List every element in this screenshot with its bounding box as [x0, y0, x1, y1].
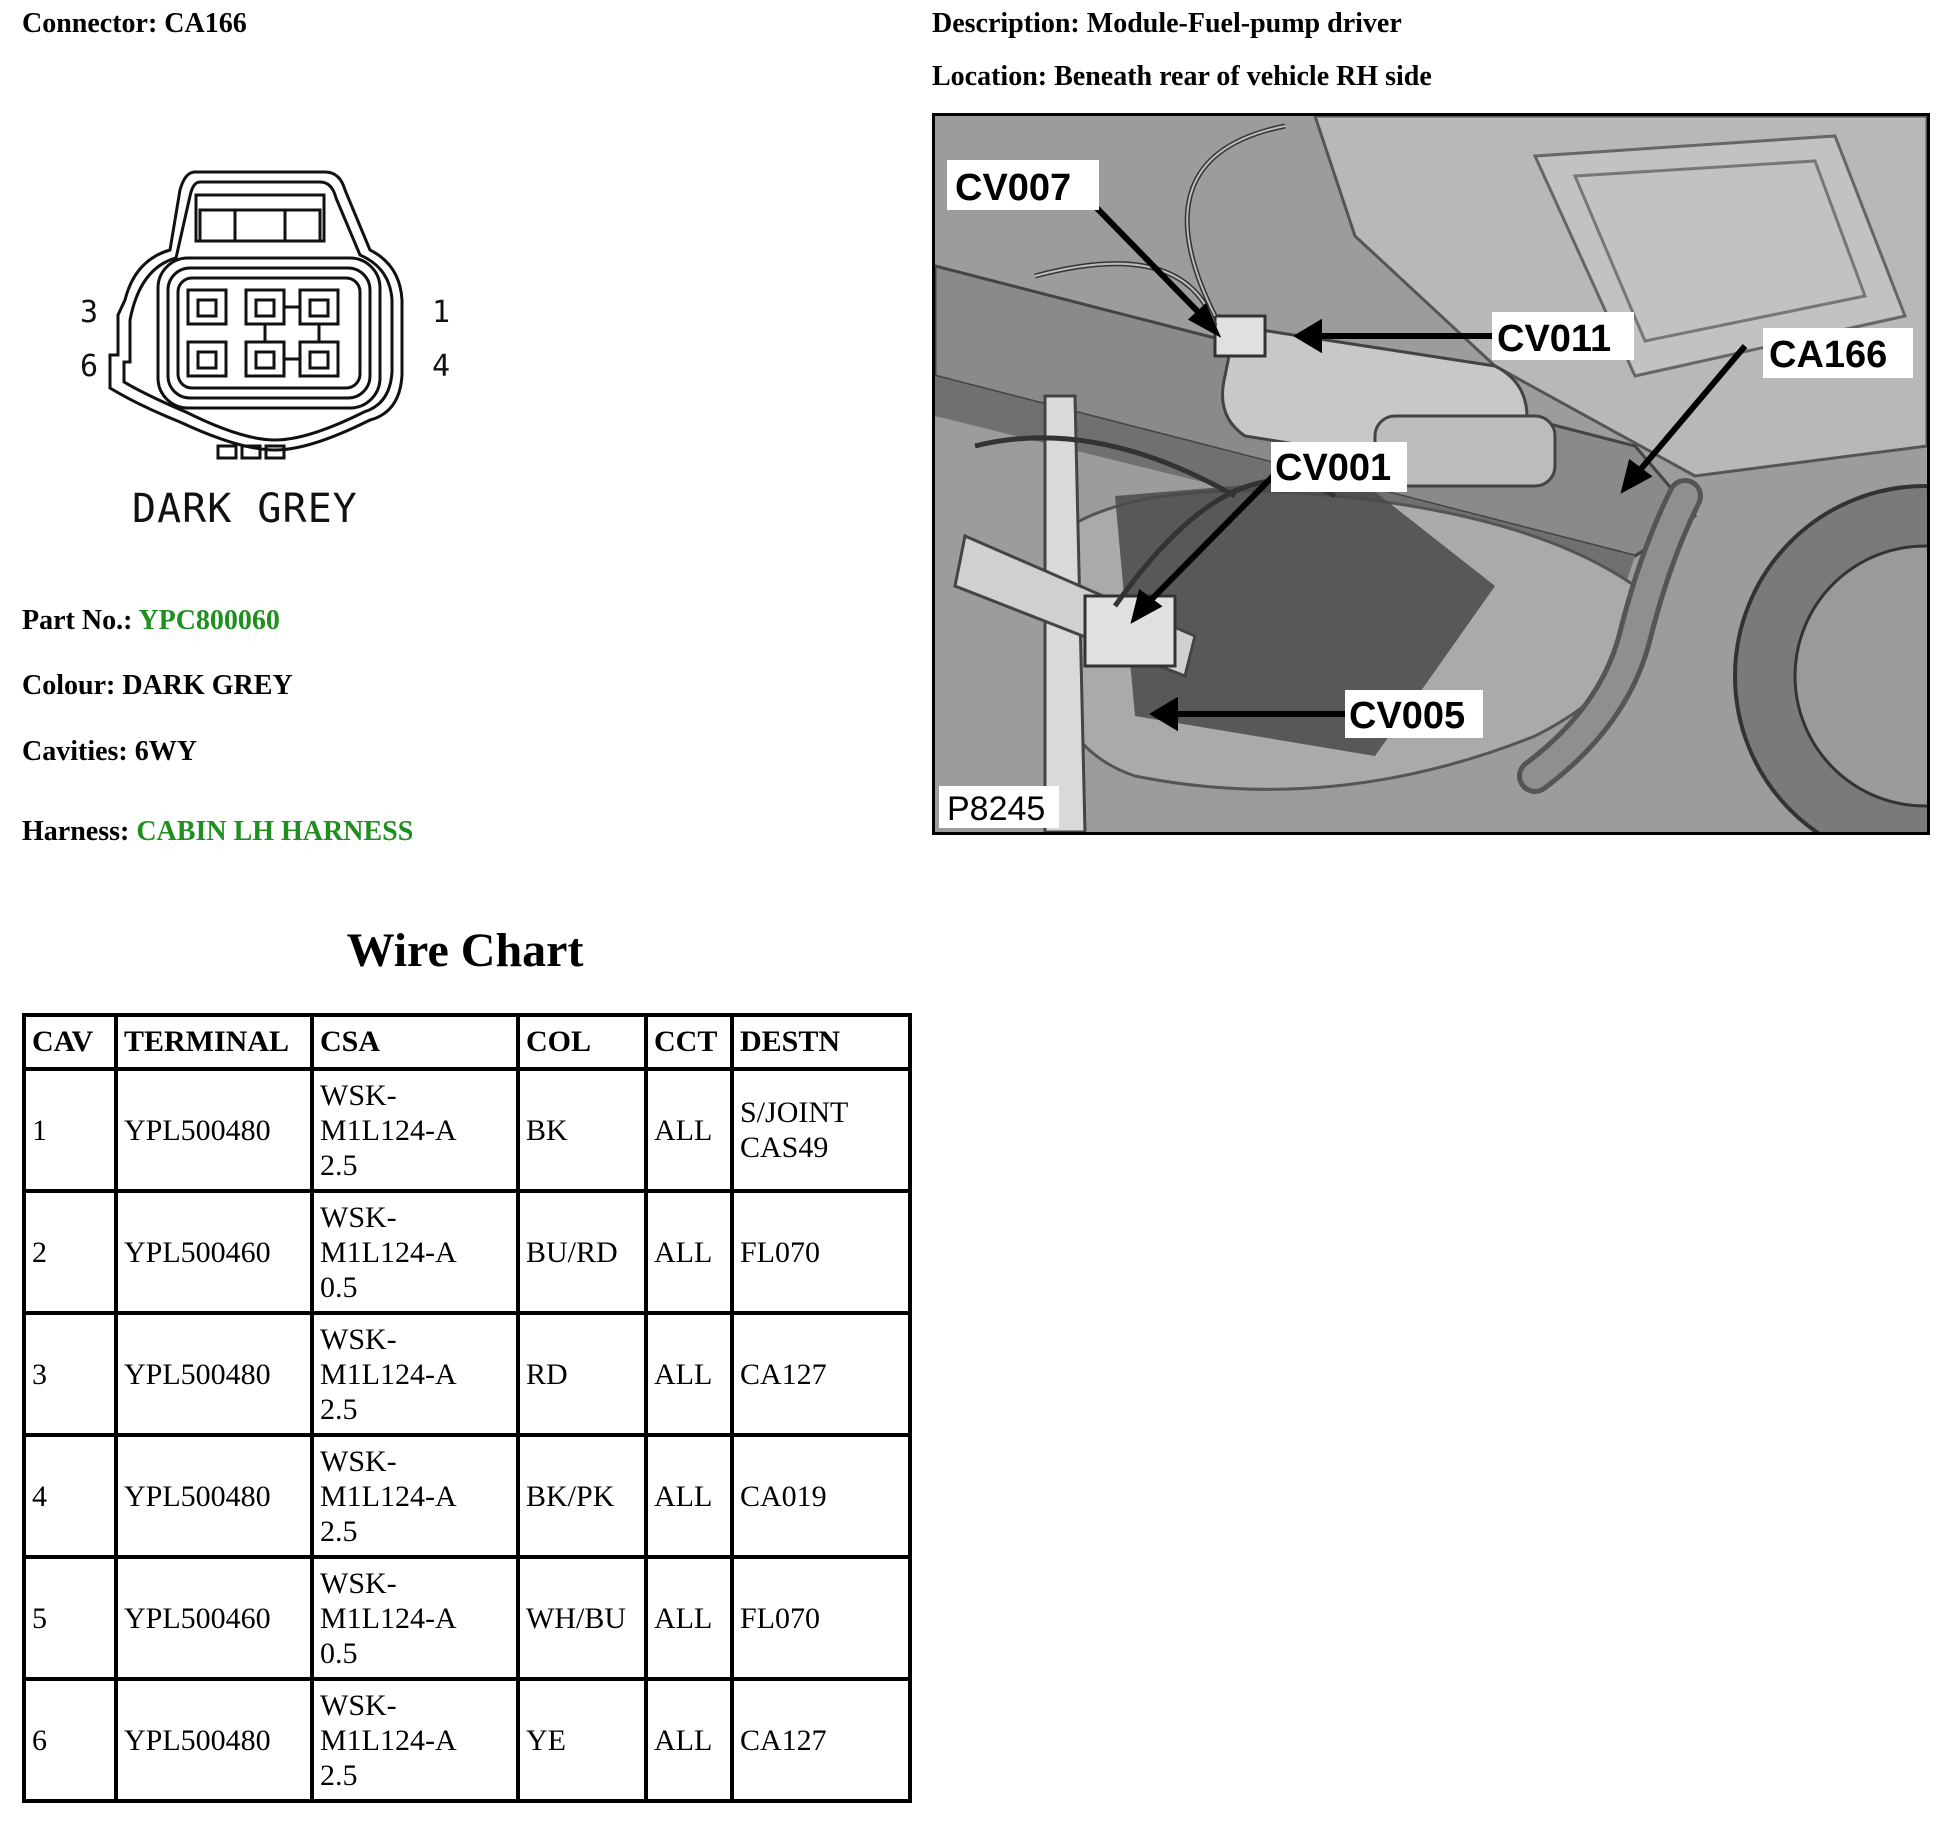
cell-csa-line: WSK-	[320, 1566, 397, 1600]
colour-label: Colour:	[22, 670, 116, 701]
cell-col: BK/PK	[518, 1435, 646, 1557]
cell-csa	[312, 1069, 518, 1191]
harness-label: Harness:	[22, 816, 130, 847]
table-row	[24, 1435, 910, 1557]
connector-color-label: DARK GREY	[132, 486, 358, 532]
harness-link[interactable]: CABIN LH HARNESS	[136, 816, 414, 847]
cell-terminal: YPL500460	[116, 1191, 312, 1313]
colour-line	[22, 670, 293, 702]
wire-chart-table	[22, 1013, 912, 1803]
cell-csa-line: M1L124-A	[320, 1479, 457, 1513]
cell-cav: 1	[24, 1069, 116, 1191]
cell-destn-line: CAS49	[740, 1131, 829, 1164]
callout-cv001: CV001	[1275, 447, 1392, 489]
cell-destn	[732, 1069, 910, 1191]
harness-line	[22, 816, 413, 848]
cell-destn-line: FL070	[740, 1235, 821, 1269]
cell-col: RD	[518, 1313, 646, 1435]
header-cav: CAV	[24, 1015, 116, 1069]
cell-terminal: YPL500480	[116, 1435, 312, 1557]
cavities-value: 6WY	[134, 736, 197, 767]
connector-id: CA166	[164, 8, 247, 39]
part-number-line	[22, 605, 280, 637]
cell-col: YE	[518, 1679, 646, 1801]
location-line	[932, 61, 1432, 93]
cell-csa-line: M1L124-A	[320, 1357, 457, 1391]
header-destn: DESTN	[732, 1015, 910, 1069]
cell-cct: ALL	[646, 1313, 732, 1435]
header-terminal: TERMINAL	[116, 1015, 312, 1069]
colour-value: DARK GREY	[122, 670, 293, 701]
cell-terminal: YPL500480	[116, 1679, 312, 1801]
description-line	[932, 8, 1402, 40]
cell-destn-line: CA019	[740, 1479, 827, 1513]
part-label: Part No.:	[22, 605, 133, 636]
cell-destn-line: FL070	[740, 1601, 821, 1635]
table-row	[24, 1679, 910, 1801]
pin-number-6: 6	[80, 349, 99, 384]
cell-csa	[312, 1313, 518, 1435]
description-value: Module-Fuel-pump driver	[1086, 8, 1402, 39]
cell-csa-line: 0.5	[320, 1636, 358, 1670]
cell-cav: 2	[24, 1191, 116, 1313]
cavities-line	[22, 736, 197, 768]
cell-destn	[732, 1435, 910, 1557]
header-col: COL	[518, 1015, 646, 1069]
callout-ca166: CA166	[1769, 334, 1888, 376]
cell-destn	[732, 1191, 910, 1313]
connector-face-diagram	[60, 150, 500, 540]
location-label: Location:	[932, 61, 1048, 92]
cell-csa	[312, 1679, 518, 1801]
callout-cv011: CV011	[1497, 318, 1612, 360]
cell-csa-line: WSK-	[320, 1200, 397, 1234]
cell-cav: 5	[24, 1557, 116, 1679]
cell-csa-line: WSK-	[320, 1078, 397, 1112]
connector-label: Connector:	[22, 8, 158, 39]
cell-csa-line: WSK-	[320, 1322, 397, 1356]
cell-destn-line: CA127	[740, 1723, 827, 1757]
callout-cv007: CV007	[955, 167, 1072, 209]
cell-cct: ALL	[646, 1191, 732, 1313]
cell-csa-line: 2.5	[320, 1514, 358, 1548]
cell-cav: 3	[24, 1313, 116, 1435]
cell-csa-line: M1L124-A	[320, 1723, 457, 1757]
pin-number-1: 1	[432, 295, 451, 330]
table-row	[24, 1313, 910, 1435]
description-label: Description:	[932, 8, 1080, 39]
callout-cv005: CV005	[1349, 695, 1466, 737]
cell-destn-line: S/JOINT	[740, 1096, 849, 1129]
cell-cct: ALL	[646, 1435, 732, 1557]
cell-cav: 6	[24, 1679, 116, 1801]
cell-csa-line: 2.5	[320, 1392, 358, 1426]
cell-csa	[312, 1435, 518, 1557]
cell-col: BK	[518, 1069, 646, 1191]
cell-terminal: YPL500480	[116, 1069, 312, 1191]
cell-destn	[732, 1557, 910, 1679]
cell-col: BU/RD	[518, 1191, 646, 1313]
cell-csa-line: 0.5	[320, 1270, 358, 1304]
cavities-label: Cavities:	[22, 736, 128, 767]
part-number-link[interactable]: YPC800060	[138, 605, 280, 636]
cell-destn	[732, 1313, 910, 1435]
pin-number-4: 4	[432, 349, 451, 384]
cell-destn-line: CA127	[740, 1357, 827, 1391]
cell-terminal: YPL500480	[116, 1313, 312, 1435]
connector-line	[22, 8, 247, 40]
pin-number-3: 3	[80, 295, 99, 330]
cell-csa	[312, 1191, 518, 1313]
table-row	[24, 1557, 910, 1679]
cell-csa-line: 2.5	[320, 1758, 358, 1792]
cell-csa	[312, 1557, 518, 1679]
table-row	[24, 1069, 910, 1191]
cell-csa-line: M1L124-A	[320, 1601, 457, 1635]
cell-cct: ALL	[646, 1679, 732, 1801]
cell-terminal: YPL500460	[116, 1557, 312, 1679]
cell-col: WH/BU	[518, 1557, 646, 1679]
cell-csa-line: WSK-	[320, 1688, 397, 1722]
cell-cct: ALL	[646, 1069, 732, 1191]
cell-csa-line: M1L124-A	[320, 1113, 457, 1147]
photo-reference: P8245	[947, 790, 1046, 828]
cell-csa-line: WSK-	[320, 1444, 397, 1478]
cell-csa-line: M1L124-A	[320, 1235, 457, 1269]
location-photo	[932, 113, 1930, 835]
header-csa: CSA	[312, 1015, 518, 1069]
table-row	[24, 1191, 910, 1313]
header-cct: CCT	[646, 1015, 732, 1069]
wire-chart-title: Wire Chart	[346, 924, 584, 977]
cell-cct: ALL	[646, 1557, 732, 1679]
cell-cav: 4	[24, 1435, 116, 1557]
cell-csa-line: 2.5	[320, 1148, 358, 1182]
location-value: Beneath rear of vehicle RH side	[1054, 61, 1432, 92]
table-header-row	[24, 1015, 910, 1069]
cell-destn	[732, 1679, 910, 1801]
